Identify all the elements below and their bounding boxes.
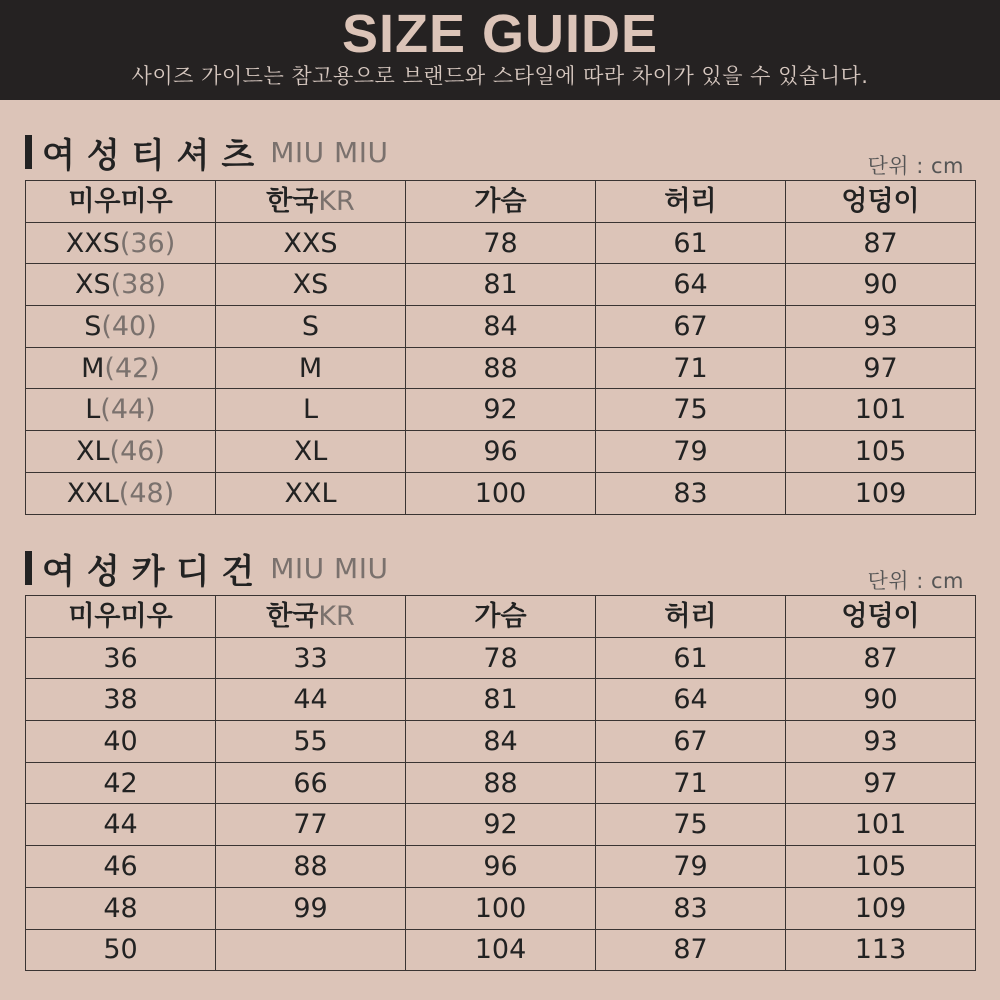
size-number: (48): [118, 477, 175, 509]
cell-waist: 87: [596, 929, 786, 971]
cell-waist: 79: [596, 431, 786, 473]
size-number: (40): [101, 310, 157, 342]
cell-brand-size: [26, 431, 216, 473]
cell-chest: 81: [406, 264, 596, 306]
cell-hip: 109: [786, 472, 976, 514]
cell-korea-size: 44: [216, 679, 406, 721]
cell-hip: 90: [786, 679, 976, 721]
cell-chest: 88: [406, 762, 596, 804]
cell-brand-size: 36: [26, 637, 216, 679]
table-row: [26, 762, 976, 804]
size-letter: XXL: [66, 477, 119, 509]
size-number: (44): [100, 394, 156, 426]
cell-chest: 96: [406, 431, 596, 473]
section-name: 여성카디건: [42, 551, 267, 592]
table-row: [26, 721, 976, 763]
table-row: [26, 389, 976, 431]
table-row: [26, 637, 976, 679]
table-row: [26, 347, 976, 389]
size-number: (46): [109, 435, 165, 467]
cell-brand-size: 38: [26, 679, 216, 721]
page-title: SIZE GUIDE: [341, 4, 659, 64]
cell-chest: 92: [406, 389, 596, 431]
size-table-cardigans: [25, 595, 976, 971]
size-number: (36): [119, 227, 176, 259]
cell-waist: 79: [596, 846, 786, 888]
header-waist: 허리: [596, 181, 786, 223]
header-banner: [0, 0, 1000, 100]
cell-brand-size: 46: [26, 846, 216, 888]
table-row: [26, 929, 976, 971]
cell-waist: 67: [596, 721, 786, 763]
size-number: (38): [110, 269, 167, 301]
cell-korea-size: XL: [216, 431, 406, 473]
cell-brand-size: [26, 264, 216, 306]
cell-chest: 81: [406, 679, 596, 721]
size-letter: M: [81, 352, 105, 384]
cell-chest: 78: [406, 637, 596, 679]
table-row: [26, 846, 976, 888]
size-number: (42): [104, 352, 160, 384]
size-letter: XS: [74, 269, 111, 301]
cell-chest: 104: [406, 929, 596, 971]
header-korea-label: 한국: [266, 185, 319, 217]
cell-korea-size: XXL: [216, 472, 406, 514]
cell-hip: 93: [786, 306, 976, 348]
size-table-tshirts: [25, 180, 976, 515]
section-marker: [25, 551, 32, 585]
table-header-row: [26, 181, 976, 223]
page-subtitle: 사이즈 가이드는 참고용으로 브랜드와 스타일에 따라 차이가 있을 수 있습니다.: [131, 64, 869, 88]
cell-waist: 75: [596, 804, 786, 846]
cell-waist: 64: [596, 264, 786, 306]
table-row: [26, 222, 976, 264]
cell-waist: 75: [596, 389, 786, 431]
header-kr-label: KR: [318, 185, 355, 217]
unit-label: 단위 : cm: [867, 154, 964, 178]
cell-hip: 87: [786, 637, 976, 679]
cell-waist: 61: [596, 222, 786, 264]
cell-korea-size: 33: [216, 637, 406, 679]
header-waist: 허리: [596, 596, 786, 638]
section-marker: [25, 135, 32, 169]
cell-brand-size: [26, 472, 216, 514]
cell-brand-size: [26, 306, 216, 348]
cell-hip: 105: [786, 431, 976, 473]
header-korea-size: [216, 596, 406, 638]
cell-hip: 105: [786, 846, 976, 888]
cell-korea-size: 55: [216, 721, 406, 763]
cell-chest: 78: [406, 222, 596, 264]
table-row: [26, 264, 976, 306]
cell-brand-size: [26, 347, 216, 389]
cell-hip: 90: [786, 264, 976, 306]
table-row: [26, 306, 976, 348]
cell-hip: 113: [786, 929, 976, 971]
cell-korea-size: XS: [216, 264, 406, 306]
cell-waist: 67: [596, 306, 786, 348]
header-korea-size: [216, 181, 406, 223]
section-brand: MIU MIU: [270, 551, 389, 585]
cell-chest: 88: [406, 347, 596, 389]
cell-korea-size: XXS: [216, 222, 406, 264]
cell-chest: 96: [406, 846, 596, 888]
header-kr-label: KR: [318, 600, 355, 632]
cell-brand-size: 44: [26, 804, 216, 846]
unit-label: 단위 : cm: [867, 569, 964, 593]
cell-brand-size: 42: [26, 762, 216, 804]
table-row: [26, 431, 976, 473]
cell-korea-size: 66: [216, 762, 406, 804]
cell-hip: 101: [786, 804, 976, 846]
cell-korea-size: L: [216, 389, 406, 431]
cell-hip: 97: [786, 762, 976, 804]
table-row: [26, 679, 976, 721]
header-hip: 엉덩이: [786, 596, 976, 638]
size-letter: L: [85, 394, 101, 426]
section-name: 여성티셔츠: [42, 135, 267, 176]
section-title-tshirts: [25, 132, 389, 176]
cell-waist: 83: [596, 472, 786, 514]
cell-korea-size: 88: [216, 846, 406, 888]
cell-chest: 100: [406, 887, 596, 929]
cell-hip: 87: [786, 222, 976, 264]
cell-korea-size: [216, 929, 406, 971]
cell-korea-size: M: [216, 347, 406, 389]
table-header-row: [26, 596, 976, 638]
size-letter: XL: [76, 435, 110, 467]
header-chest: 가슴: [406, 596, 596, 638]
table-row: [26, 887, 976, 929]
cell-korea-size: 99: [216, 887, 406, 929]
cell-chest: 100: [406, 472, 596, 514]
header-chest: 가슴: [406, 181, 596, 223]
cell-brand-size: 50: [26, 929, 216, 971]
cell-brand-size: [26, 389, 216, 431]
cell-chest: 84: [406, 306, 596, 348]
section-brand: MIU MIU: [270, 135, 389, 169]
header-hip: 엉덩이: [786, 181, 976, 223]
size-letter: XXS: [65, 227, 120, 259]
cell-korea-size: 77: [216, 804, 406, 846]
cell-korea-size: S: [216, 306, 406, 348]
header-brand-size: 미우미우: [26, 181, 216, 223]
cell-waist: 83: [596, 887, 786, 929]
cell-hip: 101: [786, 389, 976, 431]
cell-brand-size: 40: [26, 721, 216, 763]
header-korea-label: 한국: [266, 600, 319, 632]
cell-chest: 92: [406, 804, 596, 846]
cell-chest: 84: [406, 721, 596, 763]
cell-waist: 64: [596, 679, 786, 721]
cell-waist: 61: [596, 637, 786, 679]
table-row: [26, 804, 976, 846]
cell-hip: 93: [786, 721, 976, 763]
size-letter: S: [84, 310, 102, 342]
cell-brand-size: [26, 222, 216, 264]
cell-hip: 109: [786, 887, 976, 929]
header-brand-size: 미우미우: [26, 596, 216, 638]
cell-hip: 97: [786, 347, 976, 389]
cell-brand-size: 48: [26, 887, 216, 929]
cell-waist: 71: [596, 347, 786, 389]
cell-waist: 71: [596, 762, 786, 804]
section-title-cardigans: [25, 548, 389, 592]
table-row: [26, 472, 976, 514]
